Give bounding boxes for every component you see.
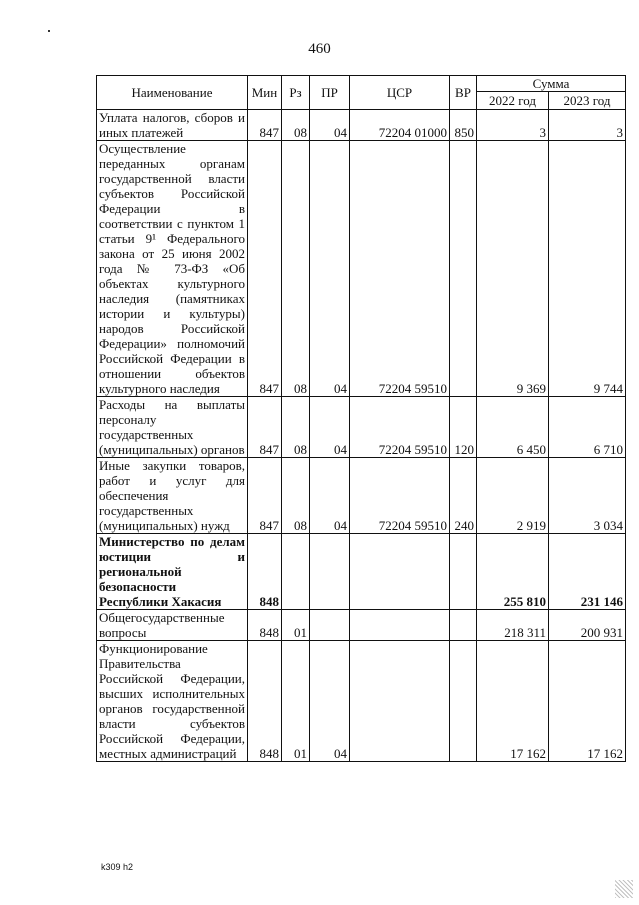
footer-code: k309 h2 [101, 862, 134, 872]
cell-vr: 120 [450, 397, 477, 458]
table-row [97, 641, 626, 762]
table-row [97, 458, 626, 534]
cell-csr [350, 610, 450, 641]
cell-y2023: 17 162 [549, 641, 626, 762]
col-header-sum: Сумма [477, 76, 626, 92]
cell-min: 847 [248, 397, 282, 458]
cell-y2022: 9 369 [477, 141, 549, 397]
table-row [97, 110, 626, 141]
col-header-2022: 2022 год [477, 92, 549, 110]
cell-min: 848 [248, 534, 282, 610]
cell-csr [350, 641, 450, 762]
cell-min: 848 [248, 641, 282, 762]
cell-vr [450, 641, 477, 762]
cell-pr: 04 [310, 110, 350, 141]
cell-y2023: 9 744 [549, 141, 626, 397]
cell-rz: 08 [282, 141, 310, 397]
cell-vr [450, 534, 477, 610]
cell-rz: 01 [282, 610, 310, 641]
cell-rz [282, 534, 310, 610]
cell-min: 847 [248, 110, 282, 141]
table-row [97, 397, 626, 458]
cell-y2023: 200 931 [549, 610, 626, 641]
cell-y2023: 231 146 [549, 534, 626, 610]
cell-csr: 72204 59510 [350, 141, 450, 397]
cell-rz: 08 [282, 110, 310, 141]
cell-name: Расходы на выплаты персоналу государственных (муниципальных) органов [97, 397, 248, 458]
cell-rz: 08 [282, 397, 310, 458]
cell-min: 848 [248, 610, 282, 641]
cell-y2023: 3 034 [549, 458, 626, 534]
cell-csr: 72204 01000 [350, 110, 450, 141]
cell-y2022: 255 810 [477, 534, 549, 610]
cell-vr: 850 [450, 110, 477, 141]
cell-y2022: 3 [477, 110, 549, 141]
cell-pr [310, 534, 350, 610]
cell-vr [450, 610, 477, 641]
scan-artifact [615, 880, 633, 898]
cell-y2022: 17 162 [477, 641, 549, 762]
cell-vr: 240 [450, 458, 477, 534]
cell-pr: 04 [310, 141, 350, 397]
cell-name: Министерство по делам юстиции и региональной безопасности Республики Хакасия [97, 534, 248, 610]
cell-min: 847 [248, 141, 282, 397]
cell-name: Осуществление переданных органам государственной власти субъектов Российской Федерации в соответствии с пунктом 1 статьи 9¹ Федерального закона от 25 июня 2002 года № 73-ФЗ «Об объектах культурного наследия (памятниках истории и культуры) народов Российской Федерации» полномочий Российской Федерации в отношении объектов культурного наследия [97, 141, 248, 397]
cell-rz: 01 [282, 641, 310, 762]
cell-csr: 72204 59510 [350, 458, 450, 534]
cell-y2023: 3 [549, 110, 626, 141]
cell-y2022: 2 919 [477, 458, 549, 534]
budget-table [96, 75, 626, 762]
cell-vr [450, 141, 477, 397]
table-row [97, 610, 626, 641]
cell-csr [350, 534, 450, 610]
col-header-csr: ЦСР [350, 76, 450, 110]
col-header-rz: Рз [282, 76, 310, 110]
page-number: 460 [308, 41, 331, 57]
col-header-name: Наименование [97, 76, 248, 110]
cell-y2022: 218 311 [477, 610, 549, 641]
cell-min: 847 [248, 458, 282, 534]
cell-pr [310, 610, 350, 641]
cell-y2022: 6 450 [477, 397, 549, 458]
cell-name: Функционирование Правительства Российской Федерации, высших исполнительных органов государственной власти субъектов Российской Федерации, местных администраций [97, 641, 248, 762]
cell-y2023: 6 710 [549, 397, 626, 458]
col-header-2023: 2023 год [549, 92, 626, 110]
col-header-pr: ПР [310, 76, 350, 110]
cell-name: Уплата налогов, сборов и иных платежей [97, 110, 248, 141]
cell-pr: 04 [310, 641, 350, 762]
col-header-vr: ВР [450, 76, 477, 110]
table-row [97, 534, 626, 610]
cell-csr: 72204 59510 [350, 397, 450, 458]
table-row [97, 141, 626, 397]
cell-pr: 04 [310, 458, 350, 534]
scan-speck [48, 30, 50, 32]
col-header-min: Мин [248, 76, 282, 110]
cell-rz: 08 [282, 458, 310, 534]
cell-pr: 04 [310, 397, 350, 458]
cell-name: Иные закупки товаров, работ и услуг для обеспечения государственных (муниципальных) нужд [97, 458, 248, 534]
cell-name: Общегосударственные вопросы [97, 610, 248, 641]
